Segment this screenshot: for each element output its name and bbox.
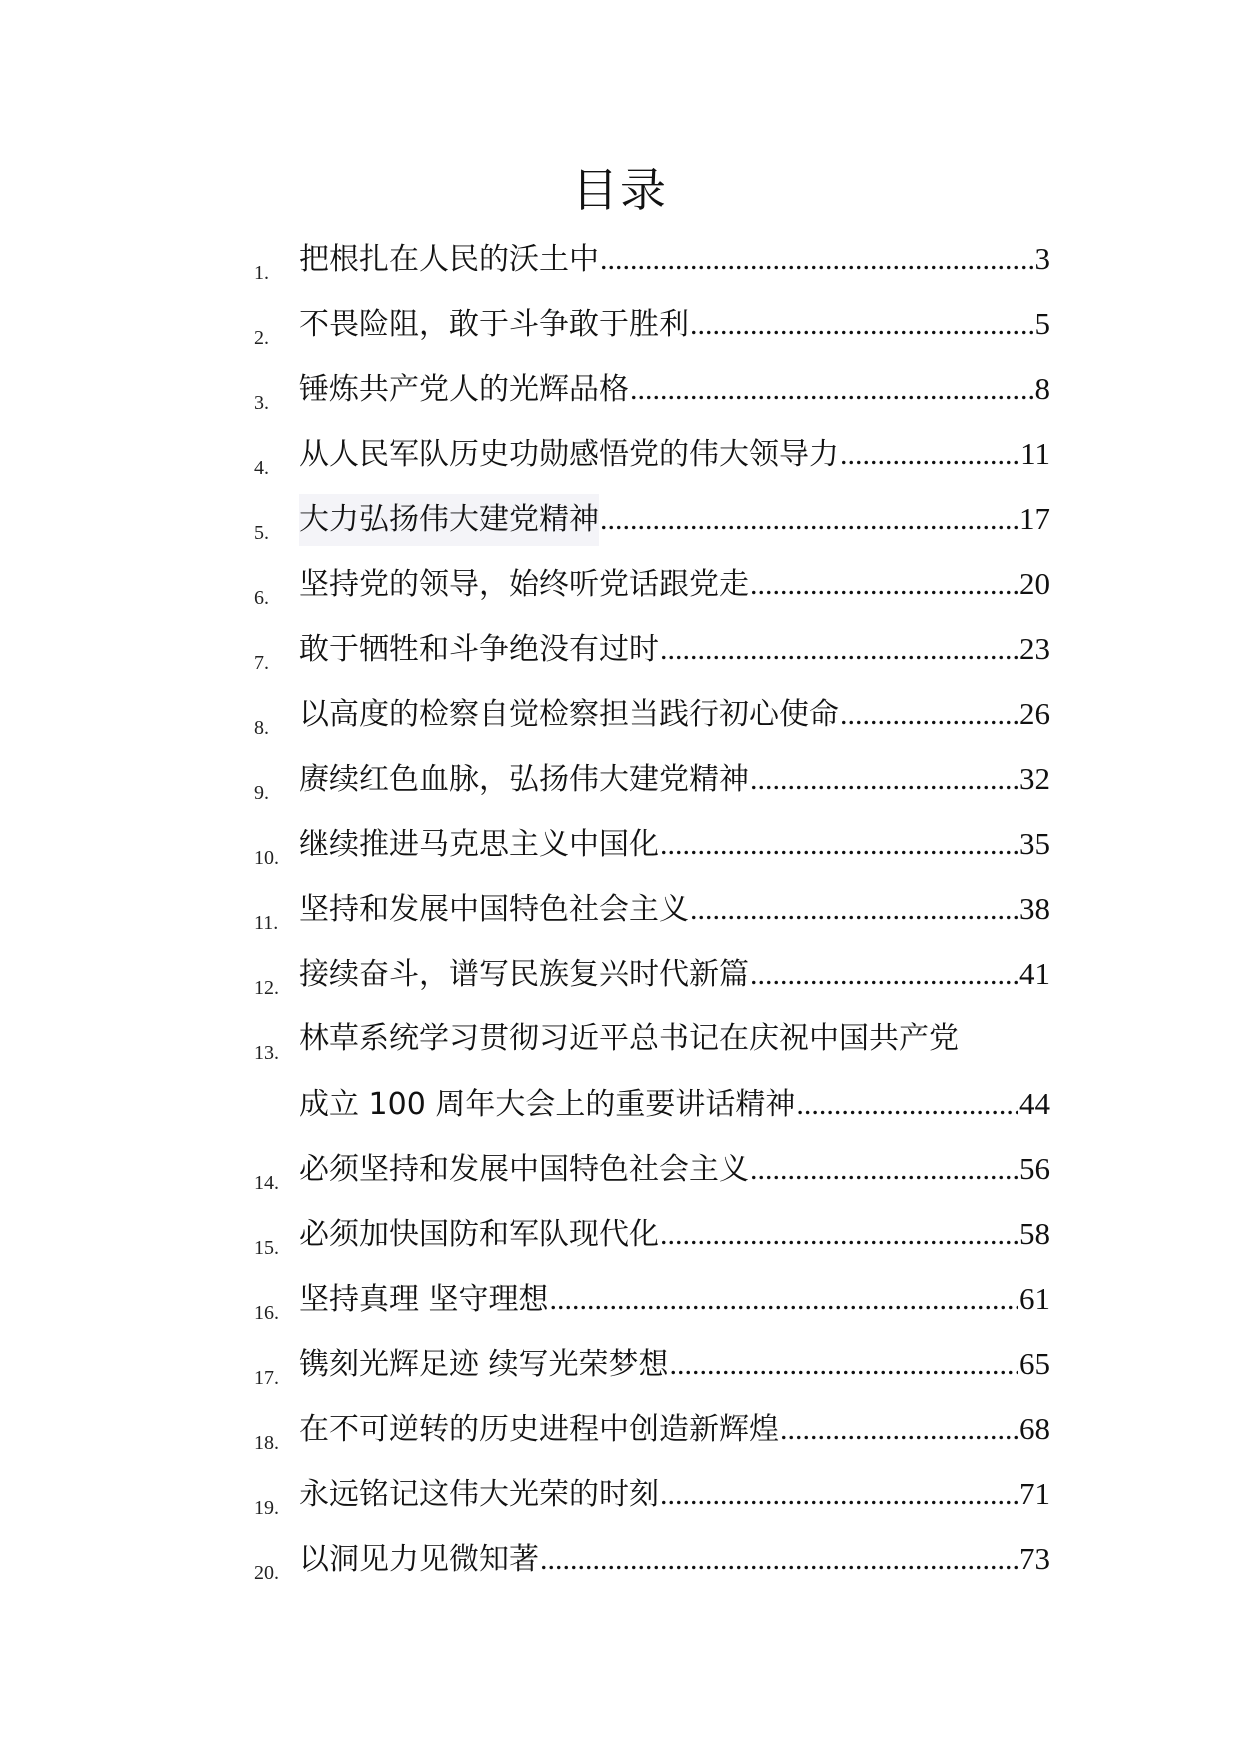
toc-entry[interactable] [0, 623, 1240, 688]
toc-entry[interactable] [0, 883, 1240, 948]
entry-page-number: 5 [1034, 306, 1050, 341]
entry-title: 以洞见力见微知著 [299, 1542, 539, 1577]
toc-list [0, 233, 1240, 1598]
entry-title: 把根扎在人民的沃土中 [299, 242, 599, 277]
entry-number: 10. [254, 847, 279, 869]
entry-number: 1. [254, 262, 269, 284]
dot-leader [670, 1339, 1018, 1391]
entry-page-number: 38 [1019, 891, 1050, 926]
entry-title: 不畏险阻，敢于斗争敢于胜利 [299, 307, 689, 342]
entry-number: 12. [254, 977, 279, 999]
dot-leader [750, 754, 1018, 806]
entry-number: 11. [254, 912, 279, 934]
entry-page-number: 73 [1019, 1541, 1050, 1576]
toc-entry[interactable] [0, 298, 1240, 363]
entry-title: 坚持和发展中国特色社会主义 [299, 892, 689, 927]
entry-page-number: 17 [1019, 501, 1050, 536]
entry-page-number: 71 [1019, 1476, 1050, 1511]
entry-title: 大力弘扬伟大建党精神 [299, 494, 599, 546]
dot-leader [660, 819, 1018, 871]
entry-title: 锤炼共产党人的光辉品格 [299, 372, 629, 407]
entry-title: 必须坚持和发展中国特色社会主义 [299, 1152, 749, 1187]
entry-number: 9. [254, 782, 269, 804]
entry-number: 20. [254, 1562, 279, 1584]
entry-title: 赓续红色血脉，弘扬伟大建党精神 [299, 762, 749, 797]
toc-entry[interactable] [0, 1013, 1240, 1143]
dot-leader [840, 429, 1019, 481]
entry-title: 敢于牺牲和斗争绝没有过时 [299, 632, 659, 667]
entry-page-number: 20 [1019, 566, 1050, 601]
toc-entry[interactable] [0, 1208, 1240, 1273]
entry-page-number: 56 [1019, 1151, 1050, 1186]
toc-entry[interactable] [0, 233, 1240, 298]
entry-title: 坚持党的领导，始终听党话跟党走 [299, 567, 749, 602]
toc-entry[interactable] [0, 558, 1240, 623]
entry-title-continued: 成立 100 周年大会上的重要讲话精神 [299, 1087, 796, 1122]
entry-page-number: 26 [1019, 696, 1050, 731]
entry-title: 从人民军队历史功勋感悟党的伟大领导力 [299, 437, 839, 472]
toc-entry[interactable] [0, 493, 1240, 558]
entry-number: 16. [254, 1302, 279, 1324]
dot-leader [780, 1404, 1018, 1456]
entry-title: 镌刻光辉足迹 续写光荣梦想 [299, 1347, 669, 1382]
toc-entry[interactable] [0, 1468, 1240, 1533]
entry-number: 14. [254, 1172, 279, 1194]
dot-leader [660, 1209, 1018, 1261]
dot-leader [690, 299, 1034, 351]
entry-page-number: 8 [1034, 371, 1050, 406]
entry-number: 4. [254, 457, 269, 479]
entry-title: 必须加快国防和军队现代化 [299, 1217, 659, 1252]
entry-number: 2. [254, 327, 269, 349]
toc-entry[interactable] [0, 688, 1240, 753]
toc-entry[interactable] [0, 753, 1240, 818]
toc-entry[interactable] [0, 1338, 1240, 1403]
toc-entry[interactable] [0, 818, 1240, 883]
entry-number: 19. [254, 1497, 279, 1519]
entry-number: 6. [254, 587, 269, 609]
entry-number: 13. [254, 1042, 279, 1064]
entry-page-number: 23 [1019, 631, 1050, 666]
dot-leader [750, 949, 1018, 1001]
entry-number: 8. [254, 717, 269, 739]
toc-entry[interactable] [0, 1143, 1240, 1208]
toc-entry[interactable] [0, 1273, 1240, 1338]
dot-leader [690, 884, 1018, 936]
dot-leader [840, 689, 1018, 741]
entry-title: 继续推进马克思主义中国化 [299, 827, 659, 862]
toc-entry[interactable] [0, 1403, 1240, 1468]
toc-entry[interactable] [0, 363, 1240, 428]
entry-page-number: 3 [1034, 241, 1050, 276]
dot-leader [750, 559, 1018, 611]
dot-leader [600, 234, 1034, 286]
toc-entry[interactable] [0, 1533, 1240, 1598]
entry-title: 永远铭记这伟大光荣的时刻 [299, 1477, 659, 1512]
entry-page-number: 41 [1019, 956, 1050, 991]
entry-number: 17. [254, 1367, 279, 1389]
entry-number: 3. [254, 392, 269, 414]
dot-leader [540, 1534, 1018, 1586]
entry-title: 在不可逆转的历史进程中创造新辉煌 [299, 1412, 779, 1447]
entry-title: 坚持真理 坚守理想 [299, 1282, 549, 1317]
entry-number: 5. [254, 522, 269, 544]
entry-page-number: 44 [1019, 1086, 1050, 1121]
entry-page-number: 68 [1019, 1411, 1050, 1446]
toc-entry[interactable] [0, 428, 1240, 493]
entry-number: 7. [254, 652, 269, 674]
dot-leader [750, 1144, 1018, 1196]
entry-page-number: 58 [1019, 1216, 1050, 1251]
dot-leader [600, 494, 1018, 546]
entry-title: 林草系统学习贯彻习近平总书记在庆祝中国共产党 [299, 1021, 959, 1056]
entry-page-number: 11 [1020, 436, 1050, 471]
dot-leader [660, 1469, 1018, 1521]
entry-page-number: 61 [1019, 1281, 1050, 1316]
entry-page-number: 65 [1019, 1346, 1050, 1381]
entry-title: 接续奋斗，谱写民族复兴时代新篇 [299, 957, 749, 992]
dot-leader [796, 1079, 1018, 1131]
dot-leader [660, 624, 1018, 676]
toc-entry[interactable] [0, 948, 1240, 1013]
dot-leader [630, 364, 1034, 416]
entry-title: 以高度的检察自觉检察担当践行初心使命 [299, 697, 839, 732]
toc-title: 目录 [572, 163, 668, 217]
dot-leader [550, 1274, 1018, 1326]
entry-number: 18. [254, 1432, 279, 1454]
entry-page-number: 35 [1019, 826, 1050, 861]
entry-number: 15. [254, 1237, 279, 1259]
entry-page-number: 32 [1019, 761, 1050, 796]
